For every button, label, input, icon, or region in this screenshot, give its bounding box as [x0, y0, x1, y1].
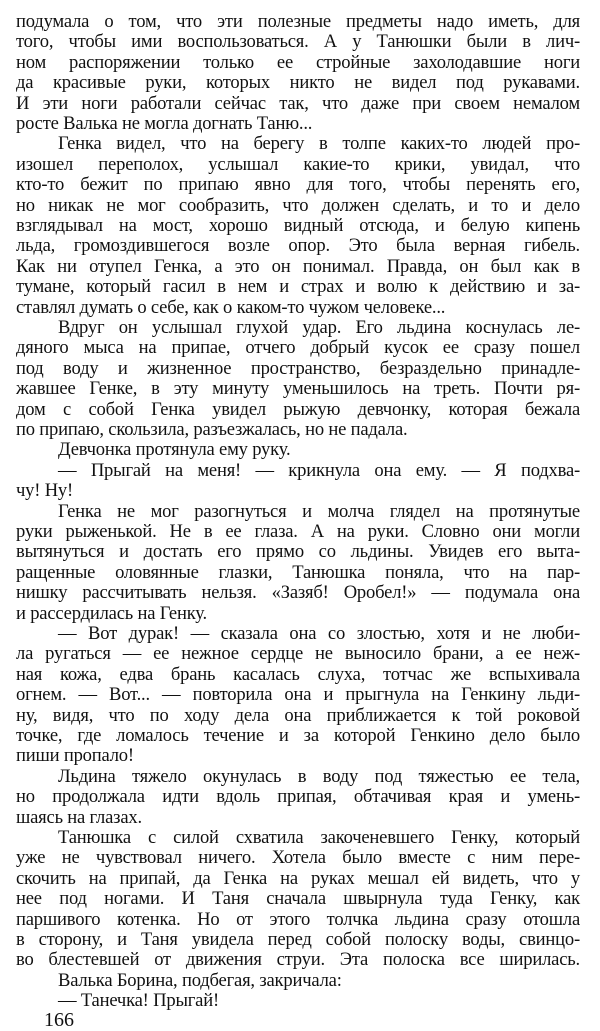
text-line: уже не чувствовал ничего. Хотела было вместе с ним пере- [16, 847, 580, 869]
text-line: вытянуться и достать его прямо со льдины. Увидев его выта- [16, 541, 580, 563]
text-line: под воду и жизненное пространство, безраздельно принадле- [16, 357, 580, 379]
text-line: — Вот дурак! — сказала она со злостью, хотя и не люби- [58, 623, 580, 644]
text-line: Валька Борина, подбегая, закричала: [58, 969, 342, 991]
text-line: тумане, который гасил в нем и страх и волю к действию и за- [16, 276, 580, 298]
text-line: Как ни отупел Генка, а это он понимал. Правда, он был как в [16, 255, 580, 277]
text-line: во блестевшей от движения струи. Эта полоска все ширилась. [16, 949, 580, 971]
text-line: Льдина тяжело окунулась в воду под тяжестью ее тела, [58, 765, 580, 787]
text-line: шаясь на глазах. [16, 806, 142, 828]
text-line: и рассердилась на Генку. [16, 602, 207, 624]
text-line: ставлял думать о себе, как о каком-то чужом человеке... [16, 296, 446, 318]
text-line: — Танечка! Прыгай! [58, 990, 219, 1012]
text-line: нишку рассчитывать нельзя. «Зазяб! Оробел!» — подумала она [16, 582, 580, 604]
text-line: по припаю, скользила, разъезжалась, но не падала. [16, 419, 408, 440]
text-line: дом с собой Генка увидел рыжую девчонку, которая бежала [16, 398, 580, 420]
text-line: ная кожа, едва брань касалась слуха, тотчас же вспыхивала [16, 663, 580, 685]
text-line: в сторону, и Таня увидела перед собой полоску воды, свинцо- [16, 929, 580, 950]
text-line: Вдруг он услышал глухой удар. Его льдина коснулась ле- [58, 317, 580, 338]
text-line: — Прыгай на меня! — крикнула она ему. — Я подхва- [58, 459, 580, 481]
text-line: жавшее Генке, в эту минуту уменьшилось на треть. Почти ря- [16, 378, 580, 400]
text-line: да красивые руки, которых никто не видел под рукавами. [16, 72, 580, 94]
text-line: паршивого котенка. Но от этого толчка льдина сразу отошла [16, 908, 580, 930]
text-line: но никак не мог сообразить, что должен сделать, и то и дело [16, 194, 580, 216]
text-line: но продолжала идти вдоль припая, обтачивая края и умень- [16, 786, 580, 808]
text-line: руки рыженькой. Не в ее глаза. А на руки. Словно они могли [16, 521, 580, 542]
text-line: кто-то бежит по припаю явно для того, чтобы перенять его, [16, 174, 580, 196]
text-line: ращенные оловянные глазки, Танюшка поняла, что на пар- [16, 561, 580, 583]
text-line: Девчонка протянула ему руку. [58, 439, 291, 461]
text-line: взглядывал на мост, хорошо видный отсюда, и белую кипень [16, 215, 580, 236]
text-line: льда, громоздившегося возле опор. Это была верная гибель. [16, 235, 580, 257]
text-line: точке, где ломалось течение и за которой Генкино дело было [16, 725, 580, 746]
text-line: огнем. — Вот... — повторила она и прыгнула на Генкину льди- [16, 684, 580, 706]
text-line: Танюшка с силой схватила закоченевшего Генку, который [58, 827, 580, 848]
text-line: пиши пропало! [16, 745, 134, 767]
text-line: изошел переполох, услышал какие-то крики, увидал, что [16, 153, 580, 175]
text-line: росте Валька не могла догнать Таню... [16, 113, 313, 134]
text-line: ном распоряжении только ее стройные захолодавшие ноги [16, 51, 580, 73]
text-line: дяного мыса на припае, отчего добрый кусок ее сразу пошел [16, 337, 580, 359]
text-line: И эти ноги работали сейчас так, что даже при своем немалом [16, 92, 580, 114]
text-line: скочить на припай, да Генка на руках мешал ей видеть, что у [16, 867, 580, 889]
text-line: Генка видел, что на берегу в толпе каких-то людей про- [58, 133, 580, 155]
text-line: ла ругаться — ее нежное сердце не выносило брани, а ее неж- [16, 643, 580, 665]
text-line: ну, видя, что по ходу дела она приближается к той роковой [16, 704, 580, 726]
page-number: 166 [44, 1009, 74, 1031]
text-line: нее под ногами. И Таня сначала швырнула туда Генку, как [16, 888, 580, 910]
text-line: того, чтобы ими воспользоваться. А у Танюшки были в лич- [16, 31, 580, 53]
text-line: подумала о том, что эти полезные предметы надо иметь, для [16, 11, 580, 32]
text-line: Генка не мог разогнуться и молча глядел на протянутые [58, 500, 580, 522]
text-line: чу! Ну! [16, 480, 74, 502]
